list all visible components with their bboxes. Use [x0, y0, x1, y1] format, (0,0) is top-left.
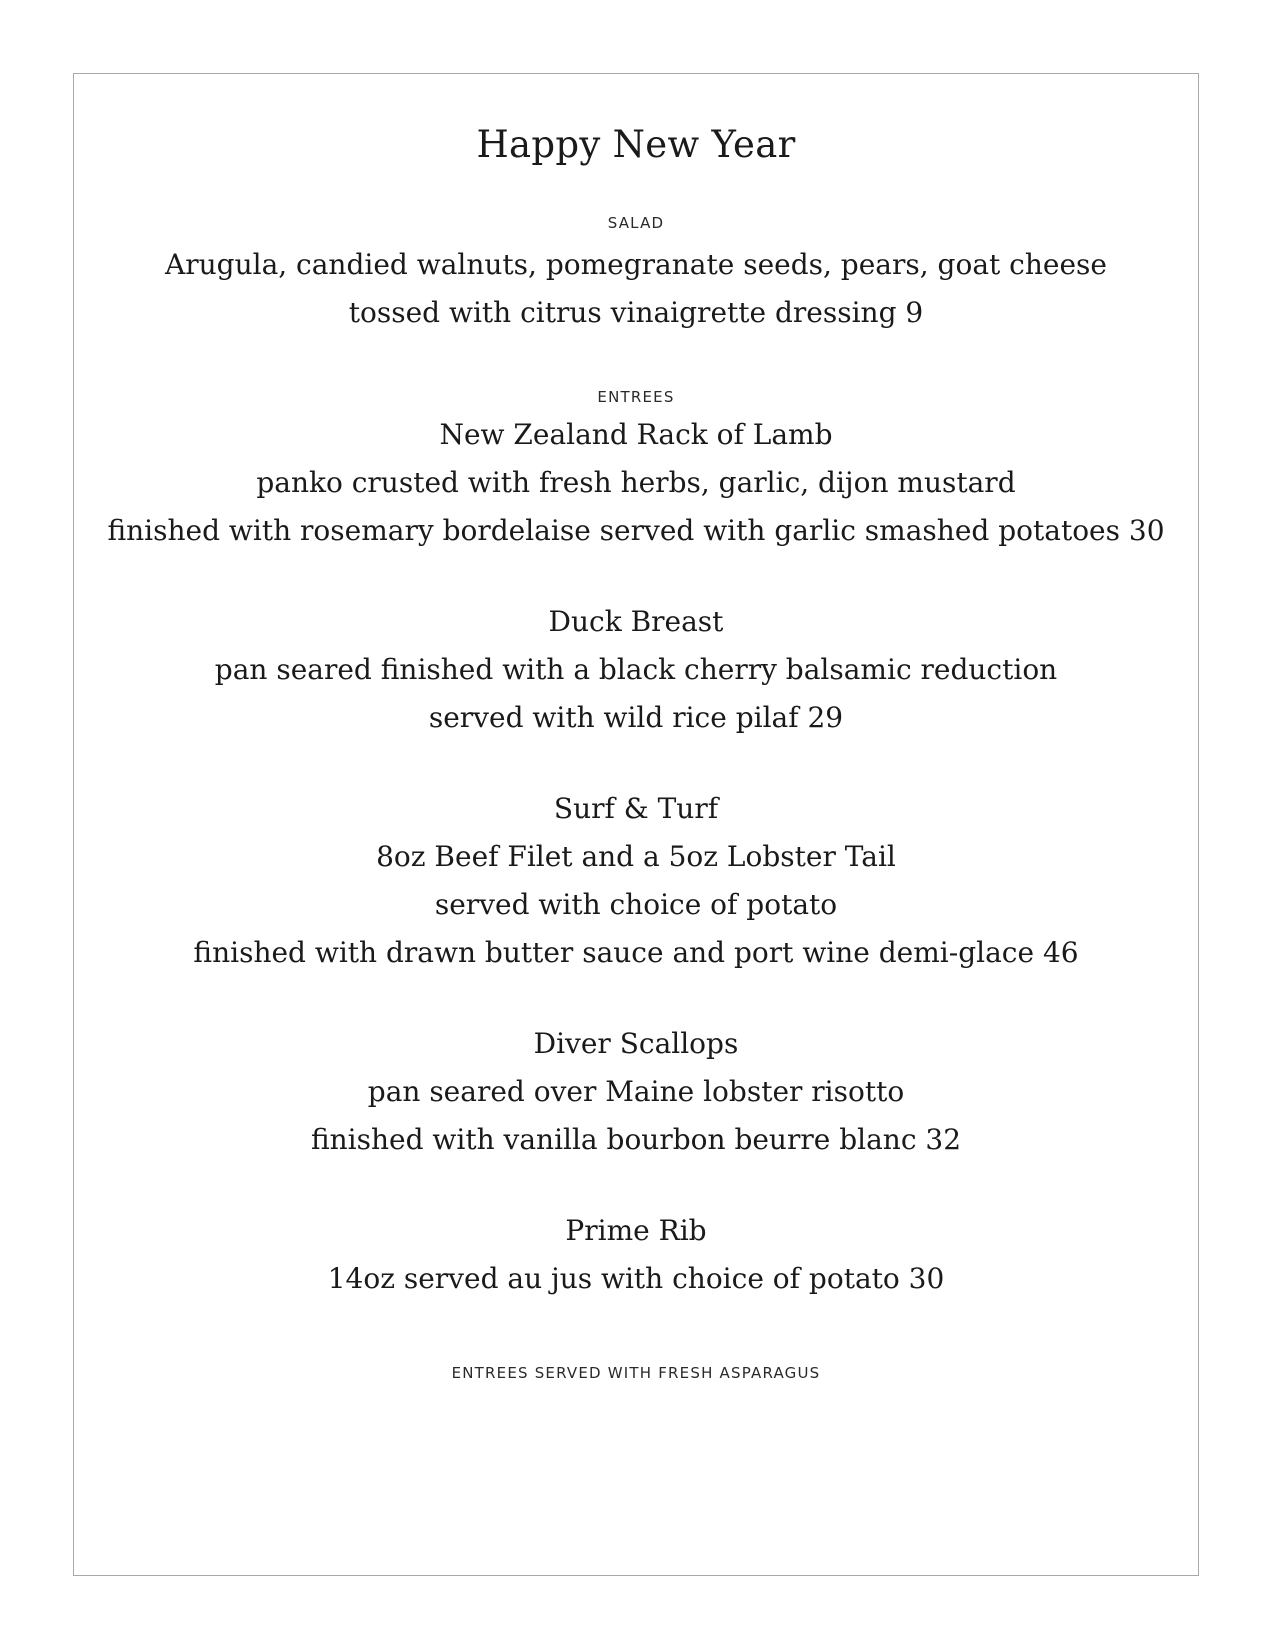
menu-page — [73, 73, 1199, 1383]
entree-item-rack-of-lamb — [73, 411, 1199, 555]
entree-description-line: finished with rosemary bordelaise served with garlic smashed potatoes 30 — [107, 514, 1165, 547]
entree-item-prime-rib — [73, 1207, 1199, 1303]
entree-name: Prime Rib — [565, 1214, 707, 1247]
entrees-section-label: ENTREES — [597, 388, 675, 406]
salad-line: tossed with citrus vinaigrette dressing 9 — [348, 296, 924, 329]
entree-name: Surf & Turf — [553, 792, 719, 825]
entree-description-line: finished with drawn butter sauce and port wine demi-glace 46 — [193, 936, 1079, 969]
salad-description — [73, 241, 1199, 337]
entree-name: Duck Breast — [548, 605, 724, 638]
entree-description-line: pan seared over Maine lobster risotto — [367, 1075, 905, 1108]
entree-name: Diver Scallops — [533, 1027, 739, 1060]
entree-item-surf-and-turf — [73, 785, 1199, 977]
salad-section-label: SALAD — [607, 214, 665, 232]
entree-item-duck-breast — [73, 598, 1199, 742]
entree-name: New Zealand Rack of Lamb — [439, 418, 833, 451]
entree-description-line: finished with vanilla bourbon beurre blanc 32 — [310, 1123, 962, 1156]
salad-line: Arugula, candied walnuts, pomegranate seeds, pears, goat cheese — [165, 248, 1107, 281]
entree-description-line: pan seared finished with a black cherry balsamic reduction — [214, 653, 1058, 686]
entree-description-line: served with choice of potato — [434, 888, 838, 921]
entree-item-diver-scallops — [73, 1020, 1199, 1164]
entree-description-line: 14oz served au jus with choice of potato 30 — [327, 1262, 945, 1295]
entree-description-line: panko crusted with fresh herbs, garlic, dijon mustard — [256, 466, 1016, 499]
menu-title: Happy New Year — [476, 123, 796, 166]
entree-description-line: 8oz Beef Filet and a 5oz Lobster Tail — [376, 840, 896, 873]
entrees-footer-note: ENTREES SERVED WITH FRESH ASPARAGUS — [451, 1364, 821, 1382]
entree-description-line: served with wild rice pilaf 29 — [428, 701, 844, 734]
